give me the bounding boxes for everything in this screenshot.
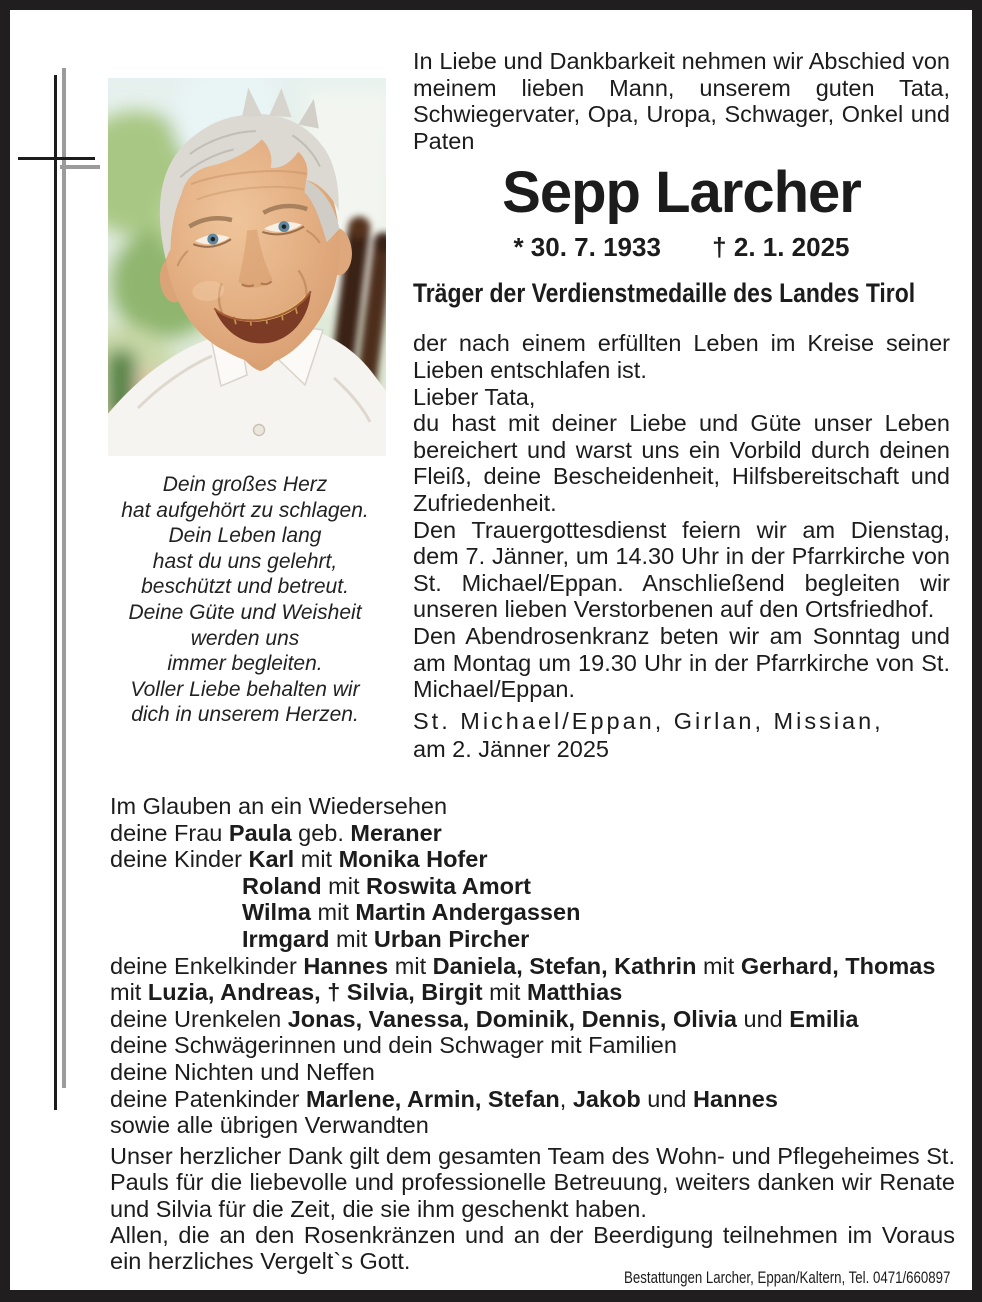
paragraph: Allen, die an den Rosenkränzen und an der Beerdigung teilnehmen im Voraus ein herzliches Vergelt`s Gott. <box>110 1221 955 1275</box>
mourner-line: Roland mit Roswita Amort <box>242 872 531 899</box>
mourner-line: Im Glauben an ein Wiedersehen <box>110 793 448 819</box>
paragraph: Den Trauergottesdienst feiern wir am Dienstag, dem 7. Jänner, um 14.30 Uhr in der Pfarrkirche von St. Michael/Eppan. Anschließend begleiten wir unseren lieben Verstorbenen auf den Ortsfriedhof. <box>413 516 950 623</box>
obituary-page <box>10 10 972 1290</box>
paragraph: Den Abendrosenkranz beten wir am Sonntag und am Montag um 19.30 Uhr in der Pfarrkirche von St. Michael/Eppan. <box>413 622 950 703</box>
paragraph: du hast mit deiner Liebe und Güte unser Leben bereichert und warst uns ein Vorbild durch deinen Fleiß, deine Bescheidenheit, Hilfsbereitschaft und Zufriedenheit. <box>413 410 950 516</box>
deceased-portrait-photo <box>108 78 386 456</box>
death-date: † 2. 1. 2025 <box>712 232 850 263</box>
portrait-illustration <box>108 78 386 456</box>
paragraph: Lieber Tata, <box>413 383 536 410</box>
mourner-line: deine Kinder Karl mit Monika Hofer <box>110 846 488 873</box>
mourner-line: deine Schwägerinnen und dein Schwager mit Familien <box>110 1032 677 1059</box>
mourner-line: deine Patenkinder Marlene, Armin, Stefan, Jakob und Hannes <box>110 1085 778 1112</box>
birth-date: * 30. 7. 1933 <box>513 232 661 263</box>
cross-horizontal-gray-line <box>60 165 100 169</box>
honor-title: Träger der Verdienstmedaille des Landes Tirol <box>413 278 916 309</box>
life-dates <box>413 232 950 262</box>
funeral-home-footer: Bestattungen Larcher, Eppan/Kaltern, Tel. 0471/660897 <box>623 1268 950 1287</box>
mourner-line: deine Frau Paula geb. Meraner <box>110 819 442 846</box>
shirt-button <box>254 425 265 436</box>
paragraph: der nach einem erfüllten Leben im Kreise seiner Lieben entschlafen ist. <box>413 330 950 383</box>
mourner-line: Irmgard mit Urban Pircher <box>242 925 530 952</box>
place-line: St. Michael/Eppan, Girlan, Missian, <box>413 707 884 734</box>
deceased-name: Sepp Larcher <box>502 160 861 226</box>
cross-horizontal-black-line <box>18 157 95 160</box>
cross-vertical-black-line <box>54 75 57 1110</box>
date-line: am 2. Jänner 2025 <box>413 735 609 762</box>
mourner-line: deine Nichten und Neffen <box>110 1058 375 1085</box>
announcement-body <box>413 330 950 702</box>
paragraph: Unser herzlicher Dank gilt dem gesamten Team des Wohn- und Pflegeheimes St. Pauls für die liebevolle und professionelle Betreuung, weiters danken wir Renate und Silvia für die Zeit, die sie ihm geschenkt haben. <box>110 1143 955 1222</box>
mourners-list <box>110 793 955 1139</box>
mourner-line: sowie alle übrigen Verwandten <box>110 1112 429 1139</box>
intro-text: In Liebe und Dankbarkeit nehmen wir Abschied von meinem lieben Mann, unserem guten Tata, Schwiegervater, Opa, Uropa, Schwager, Onkel und Paten <box>413 48 950 154</box>
mourner-line: Wilma mit Martin Andergassen <box>242 899 581 926</box>
memorial-poem: Dein großes Herz hat aufgehört zu schlagen. Dein Leben lang hast du uns gelehrt, beschützt und betreut. Deine Güte und Weisheit werden uns immer begleiten. Voller Liebe behalten wir dich in unserem Herzen. <box>121 473 369 727</box>
mourner-line: deine Enkelkinder Hannes mit Daniela, Stefan, Kathrin mit Gerhard, Thomas mit Luzia, Andreas, † Silvia, Birgit mit Matthias <box>110 952 936 1006</box>
thanks-text <box>110 1143 955 1274</box>
mourner-line: deine Urenkelen Jonas, Vanessa, Dominik, Dennis, Olivia und Emilia <box>110 1005 859 1032</box>
announcement-column <box>413 48 950 763</box>
